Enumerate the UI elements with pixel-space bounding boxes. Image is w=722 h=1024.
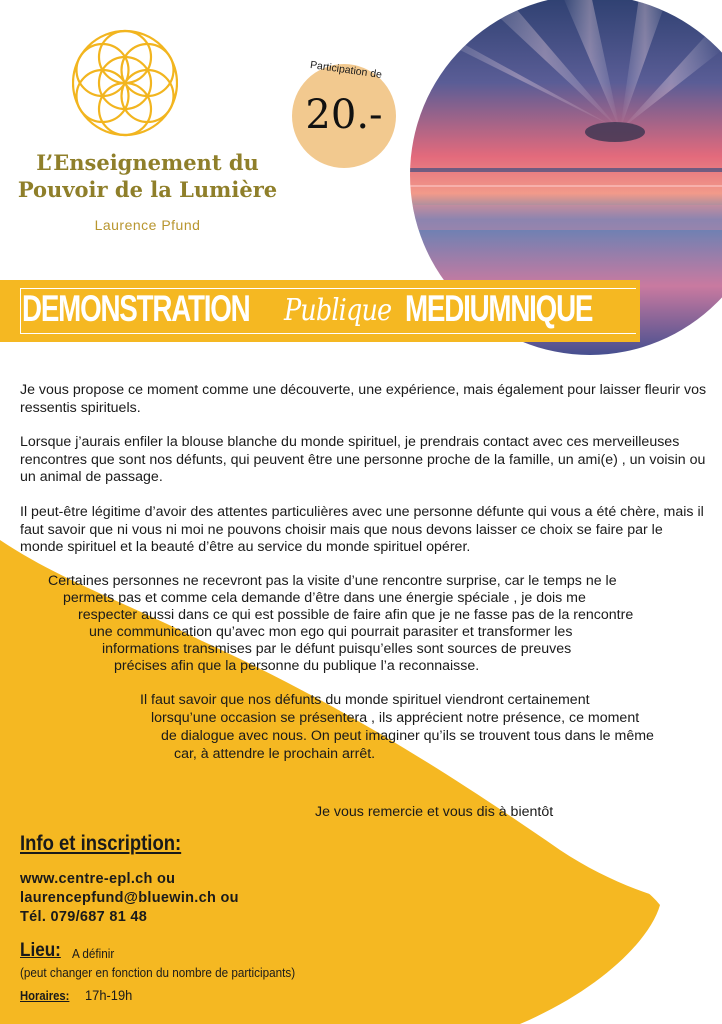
banner-word-mediumnique: MEDIUMNIQUE <box>405 288 593 329</box>
horaires-value: 17h-19h <box>85 987 133 1003</box>
paragraph-rencontre-line: Certaines personnes ne recevront pas la visite d’une rencontre surprise, car le temps ne le <box>48 573 617 589</box>
paragraph-expectations: Il peut-être légitime d’avoir des attentes particulières avec une personne défunte qui vous a été chère, mais il faut savoir que ni vous ni moi ne pouvons choisir mais que nous devons laisser ce choix se faire par le monde spirituel et la beauté d’être au service du monde spirituel opérer. <box>20 504 704 555</box>
email-link[interactable]: laurencepfund@bluewin.ch ou <box>20 890 239 906</box>
banner-title <box>22 286 622 336</box>
lieu-note: (peut changer en fonction du nombre de participants) <box>20 965 296 980</box>
lieu-value: A définir <box>72 946 115 961</box>
paragraph-rencontre-line: respecter aussi dans ce qui est possible de faire afin que je ne fasse pas de la rencontre <box>78 607 634 623</box>
closing-thanks: Je vous remercie et vous dis à bientôt <box>315 804 554 820</box>
lieu-title: Lieu: <box>20 940 61 961</box>
paragraph-rencontre-line: une communication qu’avec mon ego qui pourrait parasiter et transformer les <box>89 624 573 640</box>
horaires-title: Horaires: <box>20 989 70 1003</box>
paragraph-defunts-line: Il faut savoir que nos défunts du monde spirituel viendront certainement <box>140 692 590 708</box>
paragraph-defunts-line: de dialogue avec nous. On peut imaginer qu’ils se trouvent tous dans le même <box>161 728 654 744</box>
banner-word-demonstration: DEMONSTRATION <box>22 288 250 329</box>
paragraph-defunts-line: car, à attendre le prochain arrêt. <box>174 746 376 762</box>
brand-title-line2: Pouvoir de la Lumière <box>17 177 278 202</box>
flower-of-life-icon <box>72 20 178 146</box>
price-value: 20.- <box>305 92 383 138</box>
paragraph-contact: Lorsque j’aurais enfiler la blouse blanche du monde spirituel, je prendrais contact avec ces merveilleuses rencontres que sont nos défunts, qui peuvent être une personne proche de la famille, un ami(e) , un voisin ou un animal de passage. <box>20 434 706 485</box>
paragraph-rencontre-line: permets pas et comme cela demande d’être dans une énergie spéciale , je dois me <box>63 590 586 606</box>
paragraph-rencontre-line: précises afin que la personne du publique l’a reconnaisse. <box>114 658 480 674</box>
website-link[interactable]: www.centre-epl.ch ou <box>20 871 176 887</box>
phone-number[interactable]: Tél. 079/687 81 48 <box>20 909 148 925</box>
banner-word-publique: Publique <box>284 293 392 328</box>
brand-title-line1: L’Enseignement du <box>36 150 259 175</box>
paragraph-intro: Je vous propose ce moment comme une découverte, une expérience, mais également pour laisser fleurir vos ressentis spirituels. <box>20 382 707 416</box>
paragraph-defunts-line: lorsqu’une occasion se présentera , ils apprécient notre présence, ce moment <box>151 710 640 726</box>
paragraph-rencontre-line: informations transmises par le défunt puisqu’elles sont sources de preuves <box>102 641 572 657</box>
info-title: Info et inscription: <box>20 832 182 855</box>
author-name: Laurence Pfund <box>94 217 201 233</box>
price-label: Participation de <box>309 59 383 81</box>
